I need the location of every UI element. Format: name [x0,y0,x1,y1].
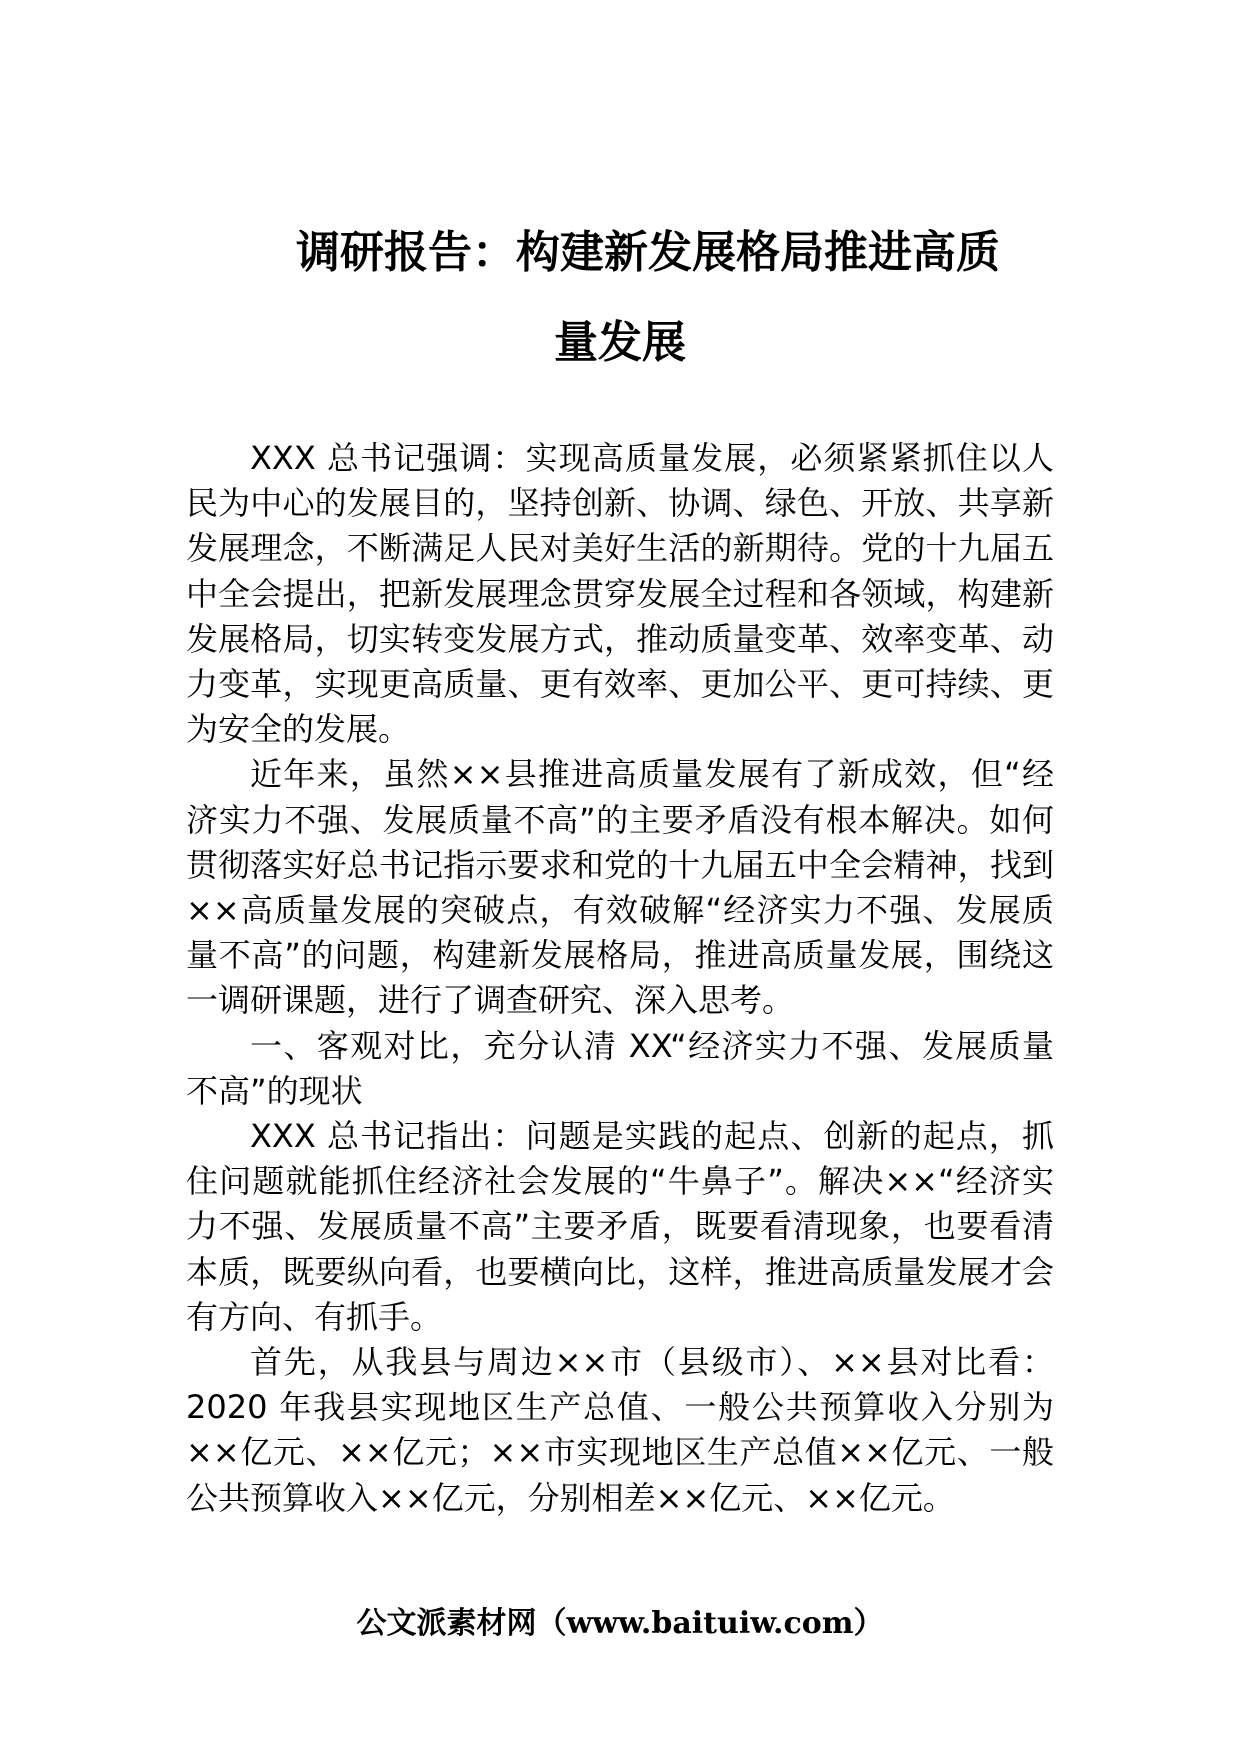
paragraph-quote: XXX 总书记指出：问题是实践的起点、创新的起点，抓住问题就能抓住经济社会发展的“牛鼻子”。解决××“经济实力不强、发展质量不高”主要矛盾，既要看清现象，也要看清本质，既要纵向看，也要横向比，这样，推进高质量发展才会有方向、有抓手。 [186,1117,1054,1336]
document-title-line-2: 量发展 [554,317,686,368]
paragraph-intro: XXX 总书记强调：实现高质量发展，必须紧紧抓住以人民为中心的发展目的，坚持创新、协调、绿色、开放、共享新发展理念，不断满足人民对美好生活的新期待。党的十九届五中全会提出，把新发展理念贯穿发展全过程和各领域，构建新发展格局，切实转变发展方式，推动质量变革、效率变革、动力变革，实现更高质量、更有效率、更加公平、更可持续、更为安全的发展。 [186,439,1054,749]
document-body [186,436,1054,1521]
footer-watermark: 公文派素材网（www.baituiw.com） [356,1606,884,1641]
document-title-line-1: 调研报告：构建新发展格局推进高质 [296,227,1000,278]
section-heading-1: 一、客观对比，充分认清 XX“经济实力不强、发展质量不高”的现状 [186,1026,1054,1110]
paragraph-comparison: 首先，从我县与周边××市（县级市）、××县对比看：2020 年我县实现地区生产总值、一般公共预算收入分别为××亿元、××亿元；××市实现地区生产总值××亿元、一般公共预算收入××亿元，分别相差××亿元、××亿元。 [186,1343,1054,1517]
paragraph-background: 近年来，虽然××县推进高质量发展有了新成效，但“经济实力不强、发展质量不高”的主要矛盾没有根本解决。如何贯彻落实好总书记指示要求和党的十九届五中全会精神，找到××高质量发展的突破点，有效破解“经济实力不强、发展质量不高”的问题，构建新发展格局，推进高质量发展，围绕这一调研课题，进行了调查研究、深入思考。 [186,755,1054,1020]
